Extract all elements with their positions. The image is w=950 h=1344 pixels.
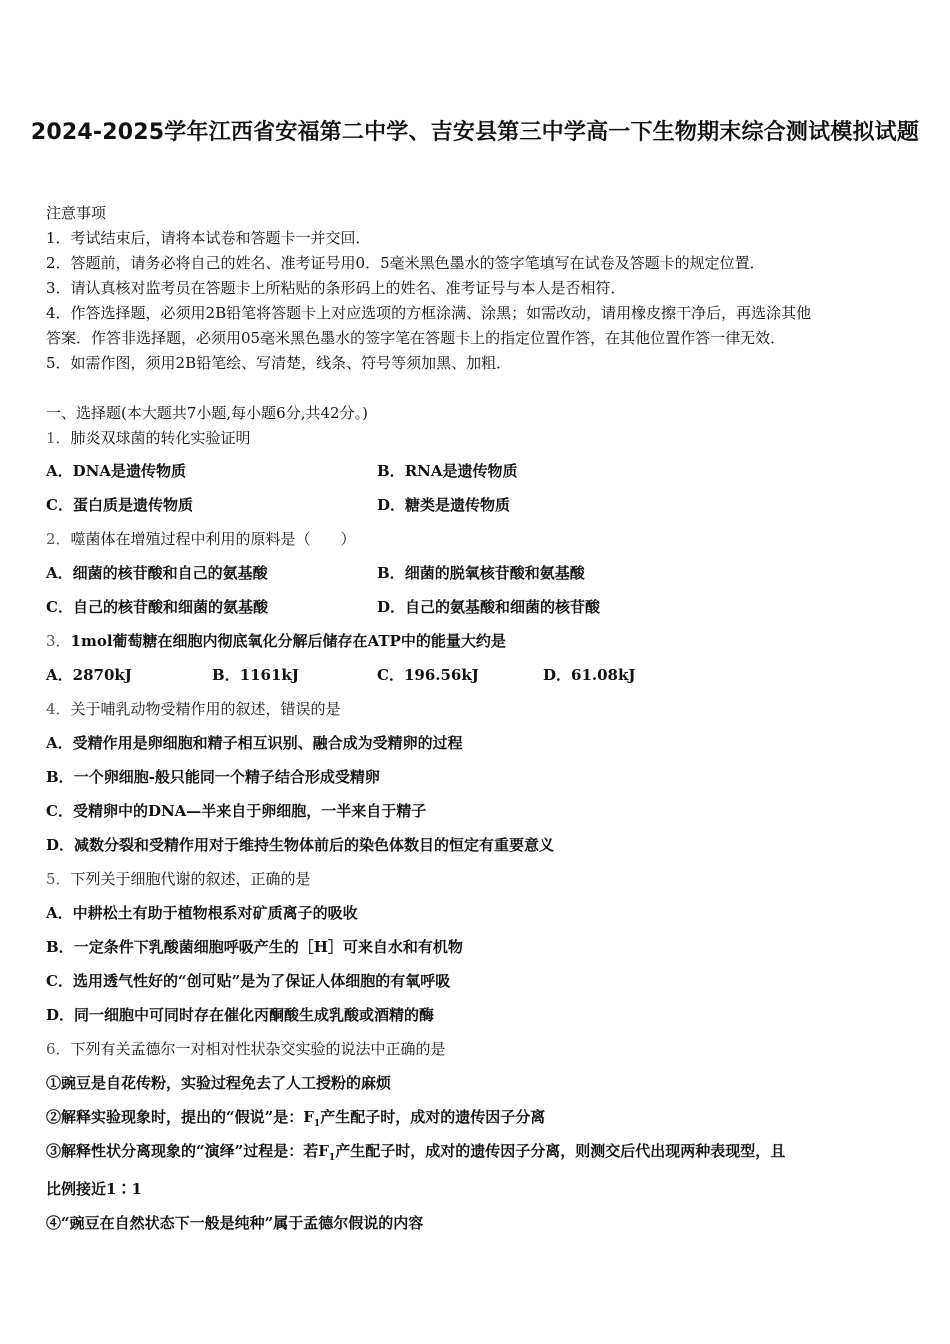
option-d[interactable] <box>377 494 510 515</box>
option-key: D． <box>543 666 572 684</box>
option-b[interactable] <box>377 460 518 481</box>
question-number: 1． <box>46 429 71 447</box>
option-b[interactable] <box>377 562 585 583</box>
option-key: C． <box>377 666 404 684</box>
question-number: 5． <box>46 870 71 888</box>
question-text: 下列有关孟德尔一对相对性状杂交实验的说法中正确的是 <box>70 1040 446 1058</box>
option-text: 受精卵中的DNA—半来自于卵细胞，一半来自于精子 <box>72 802 427 820</box>
option-key: B． <box>377 564 405 582</box>
statement-text: 产生配子时，成对的遗传因子分离，则测交后代出现两种表现型，且 <box>335 1142 786 1160</box>
option-text: 一个卵细胞-般只能同一个精子结合形成受精卵 <box>73 768 380 786</box>
statement-text: ①豌豆是自花传粉，实验过程免去了人工授粉的麻烦 <box>46 1074 392 1092</box>
question-stem <box>46 1038 446 1059</box>
option-text: 糖类是遗传物质 <box>405 496 511 514</box>
option-key: B． <box>377 462 405 480</box>
option-text: RNA是遗传物质 <box>404 462 518 480</box>
option-text: 一定条件下乳酸菌细胞呼吸产生的［H］可来自水和有机物 <box>73 938 463 956</box>
option-c[interactable] <box>46 596 268 617</box>
option-c[interactable] <box>46 970 450 991</box>
option-b[interactable] <box>212 664 299 685</box>
question-stem <box>46 528 356 549</box>
option-c[interactable] <box>46 494 193 515</box>
notice-item: 5．如需作图，须用2B铅笔绘、写清楚，线条、符号等须加黑、加粗． <box>46 354 512 372</box>
question-number: 2． <box>46 530 71 548</box>
question-stem <box>46 868 311 889</box>
option-key: B． <box>212 666 240 684</box>
option-c[interactable] <box>377 664 479 685</box>
option-d[interactable] <box>46 1004 434 1025</box>
option-key: C． <box>46 802 73 820</box>
option-key: A． <box>46 666 73 684</box>
notice-item: 2．答题前，请务必将自己的姓名、准考证号用0．5毫米黑色墨水的签字笔填写在试卷及答题卡的规定位置． <box>46 254 765 272</box>
statement-1 <box>46 1072 391 1093</box>
option-text: 196.56kJ <box>403 666 479 684</box>
question-text: 关于哺乳动物受精作用的叙述，错误的是 <box>70 700 341 718</box>
option-text: 减数分裂和受精作用对于维持生物体前后的染色体数目的恒定有重要意义 <box>74 836 555 854</box>
option-d[interactable] <box>543 664 635 685</box>
option-key: D． <box>46 836 75 854</box>
statement-text: ④“豌豆在自然状态下一般是纯种”属于孟德尔假说的内容 <box>46 1214 424 1232</box>
notice-item: 4．作答选择题，必须用2B铅笔将答题卡上对应选项的方框涂满、涂黑；如需改动，请用橡皮擦干净后，再选涂其他 <box>46 304 812 322</box>
statement-4 <box>46 1212 423 1233</box>
option-a[interactable] <box>46 460 186 481</box>
option-text: 同一细胞中可同时存在催化丙酮酸生成乳酸或酒精的酶 <box>74 1006 435 1024</box>
statement-text: 比例接近1∶1 <box>46 1180 142 1198</box>
question-stem <box>46 630 506 651</box>
question-text: 1mol葡萄糖在细胞内彻底氧化分解后储存在ATP中的能量大约是 <box>70 632 506 650</box>
option-a[interactable] <box>46 664 132 685</box>
option-key: D． <box>377 496 406 514</box>
option-key: A． <box>46 564 73 582</box>
option-key: D． <box>377 598 406 616</box>
subscript: 1 <box>328 1153 336 1163</box>
question-number: 6． <box>46 1040 71 1058</box>
option-key: A． <box>46 904 73 922</box>
option-text: 中耕松土有助于植物根系对矿质离子的吸收 <box>72 904 358 922</box>
option-key: A． <box>46 462 73 480</box>
subscript: 1 <box>313 1119 321 1129</box>
option-text: 2870kJ <box>72 666 132 684</box>
option-text: 受精作用是卵细胞和精子相互识别、融合成为受精卵的过程 <box>72 734 463 752</box>
option-key: B． <box>46 768 74 786</box>
option-b[interactable] <box>46 936 463 957</box>
statement-3-continued <box>46 1178 142 1199</box>
option-key: A． <box>46 734 73 752</box>
option-key: C． <box>46 598 73 616</box>
option-text: 细菌的脱氧核苷酸和氨基酸 <box>404 564 585 582</box>
statement-text: ②解释实验现象时，提出的“假说”是：F <box>46 1108 314 1126</box>
question-text: 噬菌体在增殖过程中利用的原料是（ ） <box>70 530 356 548</box>
option-a[interactable] <box>46 732 463 753</box>
option-b[interactable] <box>46 766 380 787</box>
statement-2 <box>46 1106 545 1129</box>
option-c[interactable] <box>46 800 426 821</box>
option-text: 自己的核苷酸和细菌的氨基酸 <box>72 598 268 616</box>
option-d[interactable] <box>377 596 600 617</box>
statement-text: 产生配子时，成对的遗传因子分离 <box>320 1108 546 1126</box>
notice-item: 1．考试结束后，请将本试卷和答题卡一并交回． <box>46 229 371 247</box>
question-number: 3． <box>46 632 71 650</box>
option-key: B． <box>46 938 74 956</box>
option-a[interactable] <box>46 562 268 583</box>
option-text: 细菌的核苷酸和自己的氨基酸 <box>72 564 268 582</box>
option-key: C． <box>46 496 73 514</box>
option-a[interactable] <box>46 902 358 923</box>
question-text: 肺炎双球菌的转化实验证明 <box>70 429 251 447</box>
notice-item: 答案．作答非选择题，必须用05毫米黑色墨水的签字笔在答题卡上的指定位置作答，在其他位置作答一律无效． <box>46 329 786 347</box>
option-text: 自己的氨基酸和细菌的核苷酸 <box>405 598 601 616</box>
option-text: 蛋白质是遗传物质 <box>72 496 193 514</box>
option-key: C． <box>46 972 73 990</box>
option-text: 选用透气性好的“创可贴”是为了保证人体细胞的有氧呼吸 <box>72 972 451 990</box>
option-d[interactable] <box>46 834 554 855</box>
option-text: 61.08kJ <box>571 666 636 684</box>
statement-text: ③解释性状分离现象的“演绎”过程是：若F <box>46 1142 329 1160</box>
question-text: 下列关于细胞代谢的叙述，正确的是 <box>70 870 311 888</box>
question-stem <box>46 698 341 719</box>
notice-heading: 注意事项 <box>46 204 107 222</box>
option-text: DNA是遗传物质 <box>72 462 186 480</box>
notice-item: 3．请认真核对监考员在答题卡上所粘贴的条形码上的姓名、准考证号与本人是否相符． <box>46 279 626 297</box>
option-key: D． <box>46 1006 75 1024</box>
page-title: 2024-2025学年江西省安福第二中学、吉安县第三中学高一下生物期末综合测试模拟试题 <box>30 120 920 145</box>
question-stem <box>46 427 251 448</box>
section-heading: 一、选择题(本大题共7小题,每小题6分,共42分。) <box>46 404 368 422</box>
statement-3 <box>46 1140 785 1163</box>
option-text: 1161kJ <box>239 666 299 684</box>
question-number: 4． <box>46 700 71 718</box>
